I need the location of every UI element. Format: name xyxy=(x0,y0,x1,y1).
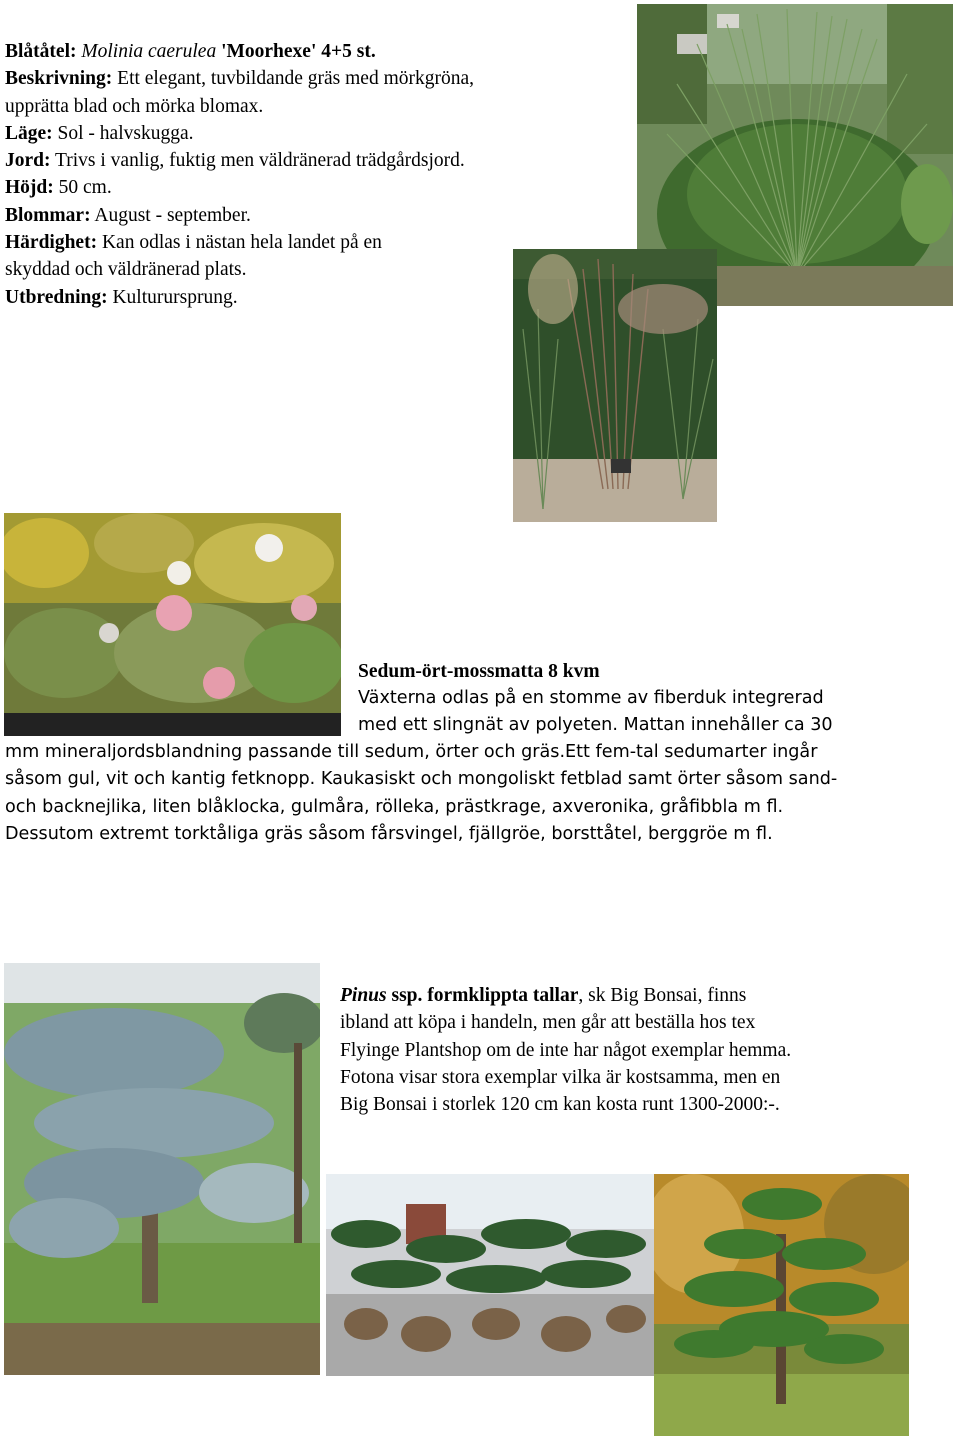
sedum-line6: Dessutom extremt torktåliga gräs såsom fårsvingel, fjällgröe, borsttåtel, berggröe m fl. xyxy=(5,823,773,844)
sedum-mat-photo xyxy=(4,513,341,736)
molinia-hardiness-line2: skyddad och väldränerad plats. xyxy=(5,259,247,281)
molinia-height: Höjd: 50 cm. xyxy=(5,177,112,199)
pinus-line5: Big Bonsai i storlek 120 cm kan kosta runt 1300-2000:-. xyxy=(340,1094,780,1116)
sedum-line2: med ett slingnät av polyeten. Mattan innehåller ca 30 xyxy=(358,715,833,736)
molinia-location: Läge: Sol - halvskugga. xyxy=(5,122,194,144)
pinus-description xyxy=(340,982,940,1118)
molinia-desc-line2: upprätta blad och mörka blomax. xyxy=(5,95,264,117)
molinia-spread: Utbredning: Kulturursprung. xyxy=(5,286,238,308)
molinia-name-line: Blåtåtel: Molinia caerulea 'Moorhexe' 4+5 st. xyxy=(5,41,376,62)
pinus-line2: ibland att köpa i handeln, men går att beställa hos tex xyxy=(340,1012,756,1034)
sedum-line1: Växterna odlas på en stomme av fiberduk integrerad xyxy=(358,688,824,708)
pine-bonsai-photo-large xyxy=(4,963,320,1375)
sedum-description-indent xyxy=(358,685,918,740)
molinia-flowers: Blommar: August - september. xyxy=(5,204,251,226)
sedum-title: Sedum-ört-mossmatta 8 kvm xyxy=(358,661,600,682)
sedum-line3: mm mineraljordsblandning passande till sedum, örter och gräs.Ett fem-tal sedumarter ingår xyxy=(5,742,818,762)
ornamental-grasses-photo xyxy=(513,249,717,522)
sedum-line4: såsom gul, vit och kantig fetknopp. Kaukasiskt och mongoliskt fetblad samt örter såsom sand- xyxy=(5,769,838,790)
sedum-description xyxy=(5,739,945,848)
pine-nursery-photo xyxy=(326,1174,654,1376)
sedum-line5: och backnejlika, liten blåklocka, gulmåra, rölleka, prästkrage, axveronika, gråfibbla m fl. xyxy=(5,796,784,817)
molinia-desc-line1: Beskrivning: Ett elegant, tuvbildande gräs med mörkgröna, xyxy=(5,68,475,90)
pinus-line1: Pinus ssp. formklippta tallar, sk Big Bonsai, finns xyxy=(340,985,747,1006)
pinus-line3: Flyinge Plantshop om de inte har något exemplar hemma. xyxy=(340,1039,792,1061)
molinia-hardiness-line1: Härdighet: Kan odlas i nästan hela landet på en xyxy=(5,232,382,254)
sedum-heading xyxy=(358,658,918,685)
pine-tree-photo xyxy=(654,1174,909,1436)
molinia-soil: Jord: Trivs i vanlig, fuktig men väldränerad trädgårdsjord. xyxy=(5,150,465,172)
pinus-line4: Fotona visar stora exemplar vilka är kostsamma, men en xyxy=(340,1066,781,1088)
